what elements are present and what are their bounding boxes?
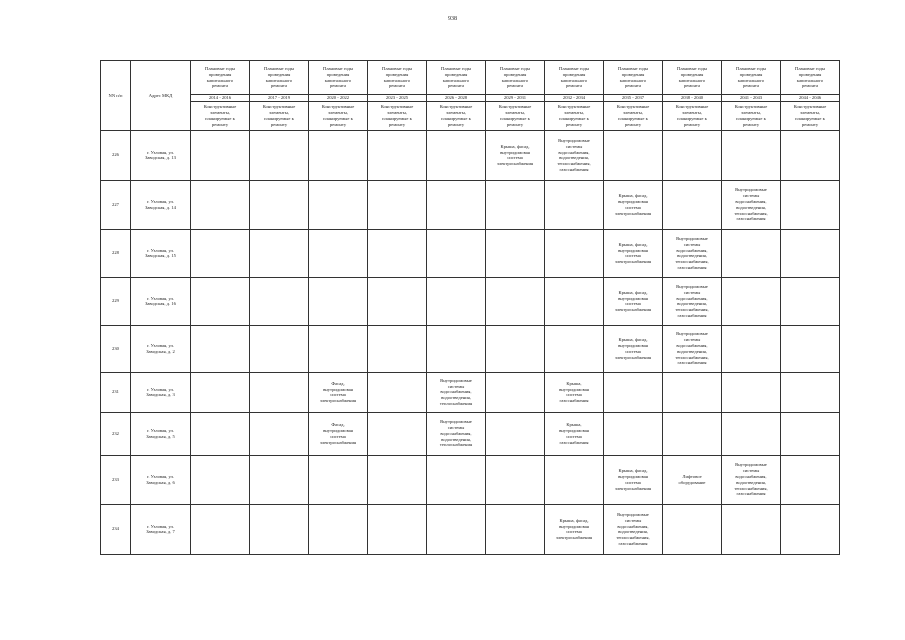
repair-cell [250,455,309,504]
repair-cell [722,229,781,277]
row-number: 227 [101,180,131,229]
header-years: 2029 - 2031 [486,95,545,102]
repair-cell: Крыша, фасад, внутридомовая система электроснабжения [545,504,604,554]
row-address: г. Узловая, ул. Заводская, д. 14 [131,180,191,229]
header-elements: Конструктивные элементы, планируемые к ремонту [368,101,427,130]
repair-cell [250,277,309,325]
repair-cell: Внутридомовые системы водоснабжения, водоотведения, теплоснабжения, газоснабжения [722,180,781,229]
row-number: 228 [101,229,131,277]
table-row [101,229,840,277]
repair-cell [722,504,781,554]
row-address: г. Узловая, ул. Заводская, д. 5 [131,412,191,455]
header-elements: Конструктивные элементы, планируемые к ремонту [722,101,781,130]
repair-cell [722,277,781,325]
repair-cell [309,130,368,180]
repair-cell [250,180,309,229]
repair-cell: Лифтовое оборудование [663,455,722,504]
repair-cell [722,130,781,180]
row-number: 229 [101,277,131,325]
repair-cell [545,180,604,229]
repair-cell [545,325,604,372]
header-period-label: Плановые годы проведения капитального ремонта [427,61,486,95]
page-number: 938 [448,16,457,22]
repair-cell: Внутридомовые системы водоснабжения, водоотведения, теплоснабжения [427,372,486,412]
repair-cell [191,504,250,554]
table-row [101,325,840,372]
header-elements: Конструктивные элементы, планируемые к ремонту [604,101,663,130]
repair-cell [486,325,545,372]
repair-cell: Крыша, внутридомовая система газоснабжения [545,372,604,412]
repair-cell [368,130,427,180]
header-period-label: Плановые годы проведения капитального ремонта [250,61,309,95]
header-elements: Конструктивные элементы, планируемые к ремонту [309,101,368,130]
header-elements: Конструктивные элементы, планируемые к ремонту [191,101,250,130]
repair-cell: Крыша, внутридомовая система газоснабжения [545,412,604,455]
table-row [101,372,840,412]
header-period-label: Плановые годы проведения капитального ремонта [604,61,663,95]
repair-cell [191,277,250,325]
repair-cell [250,504,309,554]
repair-cell [250,130,309,180]
repair-cell: Крыша, фасад, внутридомовая система электроснабжения [604,325,663,372]
repair-cell [604,372,663,412]
repair-cell [427,277,486,325]
repair-cell: Фасад, внутридомовая система электроснабжения [309,372,368,412]
repair-cell [722,325,781,372]
repair-cell [309,455,368,504]
header-period-label: Плановые годы проведения капитального ремонта [309,61,368,95]
table-body [101,130,840,554]
header-years: 2026 - 2028 [427,95,486,102]
row-address: г. Узловая, ул. Заводская, д. 15 [131,229,191,277]
repair-cell [250,325,309,372]
repair-cell [545,229,604,277]
repair-cell [427,180,486,229]
repair-cell [191,372,250,412]
repair-cell [781,229,840,277]
header-nn: NN п/п [101,61,131,131]
table-row [101,277,840,325]
repair-cell [486,455,545,504]
header-years: 2023 - 2025 [368,95,427,102]
header-period-label: Плановые годы проведения капитального ремонта [368,61,427,95]
repair-cell [250,372,309,412]
repair-cell: Крыша, фасад, внутридомовая система электроснабжения [486,130,545,180]
row-number: 233 [101,455,131,504]
repair-cell [781,130,840,180]
row-number: 226 [101,130,131,180]
header-period-label: Плановые годы проведения капитального ремонта [486,61,545,95]
repair-cell: Внутридомовые системы водоснабжения, водоотведения, теплоснабжения, газоснабжения [663,229,722,277]
header-period-label: Плановые годы проведения капитального ремонта [781,61,840,95]
header-period-label: Плановые годы проведения капитального ремонта [545,61,604,95]
repair-cell: Крыша, фасад, внутридомовая система электроснабжения [604,229,663,277]
repair-cell [368,229,427,277]
row-number: 230 [101,325,131,372]
header-elements: Конструктивные элементы, планируемые к ремонту [545,101,604,130]
row-address: г. Узловая, ул. Заводская, д. 16 [131,277,191,325]
repair-cell [191,455,250,504]
header-row-elements [101,101,840,130]
header-period-label: Плановые годы проведения капитального ремонта [191,61,250,95]
repair-cell [781,277,840,325]
repair-cell [191,180,250,229]
repair-cell: Внутридомовые системы водоснабжения, водоотведения, теплоснабжения, газоснабжения [545,130,604,180]
table-row [101,180,840,229]
repair-cell [722,372,781,412]
header-years: 2044 - 2046 [781,95,840,102]
repair-cell [663,412,722,455]
table-row [101,412,840,455]
row-address: г. Узловая, ул. Заводская, д. 7 [131,504,191,554]
row-address: г. Узловая, ул. Заводская, д. 3 [131,372,191,412]
row-number: 231 [101,372,131,412]
header-years: 2038 - 2040 [663,95,722,102]
repair-cell [368,325,427,372]
repair-cell [368,180,427,229]
header-elements: Конструктивные элементы, планируемые к ремонту [427,101,486,130]
row-address: г. Узловая, ул. Заводская, д. 6 [131,455,191,504]
row-number: 232 [101,412,131,455]
header-years: 2014 - 2016 [191,95,250,102]
repair-cell [781,504,840,554]
repair-cell [309,325,368,372]
header-years: 2020 - 2022 [309,95,368,102]
header-years: 2035 - 2037 [604,95,663,102]
repair-cell [427,130,486,180]
row-address: г. Узловая, ул. Заводская, д. 2 [131,325,191,372]
repair-cell [781,455,840,504]
repair-cell [486,372,545,412]
repair-cell: Крыша, фасад, внутридомовая система электроснабжения [604,180,663,229]
repair-cell [427,455,486,504]
header-elements: Конструктивные элементы, планируемые к ремонту [663,101,722,130]
row-address: г. Узловая, ул. Заводская, д. 13 [131,130,191,180]
repair-cell [781,180,840,229]
repair-cell [250,412,309,455]
table-header [101,61,840,131]
header-address: Адрес МКД [131,61,191,131]
repair-cell: Крыша, фасад, внутридомовая система электроснабжения [604,455,663,504]
repair-cell [427,229,486,277]
repair-cell [309,180,368,229]
repair-cell [309,504,368,554]
repair-cell [722,412,781,455]
repair-cell [368,504,427,554]
repair-cell [545,455,604,504]
repair-cell: Фасад, внутридомовая система электроснабжения [309,412,368,455]
repair-cell [368,372,427,412]
repair-cell [250,229,309,277]
repair-cell [486,277,545,325]
repair-cell [427,504,486,554]
repair-cell: Внутридомовые системы водоснабжения, водоотведения, теплоснабжения, газоснабжения [604,504,663,554]
repair-cell [368,277,427,325]
table-row [101,504,840,554]
header-row-years [101,95,840,102]
header-period-label: Плановые годы проведения капитального ремонта [722,61,781,95]
repair-cell [191,229,250,277]
header-years: 2041 - 2043 [722,95,781,102]
repair-cell: Внутридомовые системы водоснабжения, водоотведения, теплоснабжения, газоснабжения [663,325,722,372]
repair-cell [368,412,427,455]
header-years: 2032 - 2034 [545,95,604,102]
header-elements: Конструктивные элементы, планируемые к ремонту [250,101,309,130]
row-number: 234 [101,504,131,554]
repair-schedule-table [100,60,840,555]
table-row [101,130,840,180]
repair-cell [545,277,604,325]
repair-cell [781,372,840,412]
repair-cell [781,412,840,455]
repair-cell [309,277,368,325]
table-row [101,455,840,504]
repair-cell: Крыша, фасад, внутридомовая система электроснабжения [604,277,663,325]
repair-cell [368,455,427,504]
repair-cell: Внутридомовые системы водоснабжения, водоотведения, теплоснабжения, газоснабжения [722,455,781,504]
repair-cell [191,325,250,372]
repair-cell [663,372,722,412]
repair-cell [191,412,250,455]
repair-cell [663,504,722,554]
repair-cell [486,229,545,277]
header-elements: Конструктивные элементы, планируемые к ремонту [486,101,545,130]
header-years: 2017 - 2019 [250,95,309,102]
repair-cell [781,325,840,372]
repair-cell: Внутридомовые системы водоснабжения, водоотведения, теплоснабжения, газоснабжения [663,277,722,325]
repair-cell [191,130,250,180]
repair-cell [486,412,545,455]
header-row-periods [101,61,840,95]
repair-cell [309,229,368,277]
repair-cell [486,180,545,229]
repair-cell [604,130,663,180]
header-elements: Конструктивные элементы, планируемые к ремонту [781,101,840,130]
repair-cell [427,325,486,372]
repair-cell: Внутридомовые системы водоснабжения, водоотведения, теплоснабжения [427,412,486,455]
repair-cell [663,180,722,229]
repair-cell [663,130,722,180]
repair-cell [486,504,545,554]
header-period-label: Плановые годы проведения капитального ремонта [663,61,722,95]
repair-cell [604,412,663,455]
